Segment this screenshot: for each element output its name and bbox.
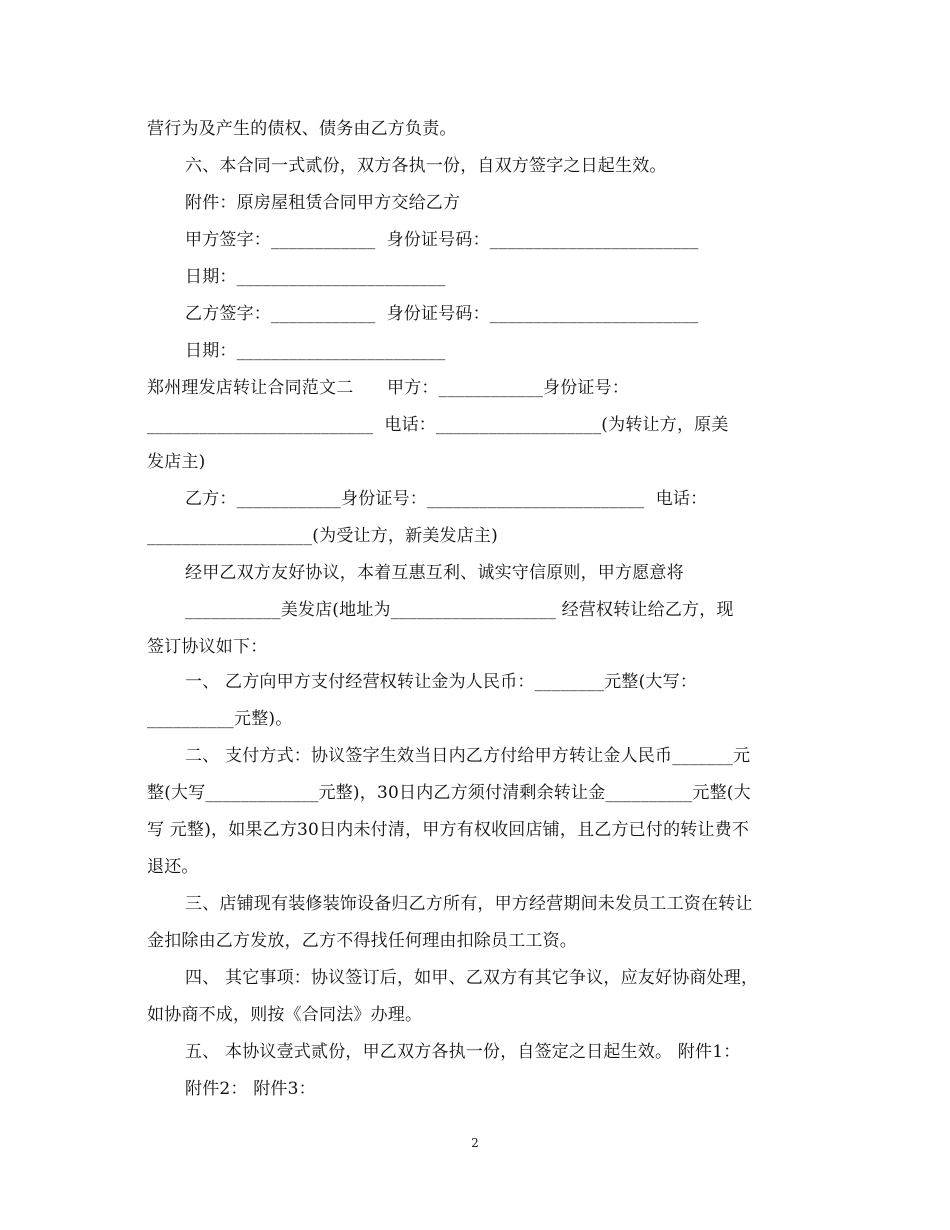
clause-line: 三、店铺现有装修装饰设备归乙方所有，甲方经营期间未发员工工资在转让 (185, 894, 753, 914)
text-line: ___________美发店(地址为___________________ 经营权转让给乙方，现 (185, 600, 734, 620)
date-line: 日期：________________________ (185, 267, 446, 287)
signature-line-party-b: 乙方签字：____________ 身份证号码：________________________ (185, 304, 699, 324)
text-line: 写 元整)，如果乙方30日内未付清，甲方有权收回店铺，且乙方已付的转让费不 (147, 820, 750, 840)
clause-line: 四、 其它事项：协议签订后，如甲、乙双方有其它争议，应友好协商处理， (185, 968, 759, 988)
signature-line-party-a: 甲方签字：____________ 身份证号码：________________________ (185, 230, 699, 250)
text-line: ___________________(为受让方，新美发店主) (147, 526, 498, 546)
text-line: 乙方：____________身份证号：_________________________ 电话： (185, 489, 708, 509)
text-line: 退还。 (147, 857, 199, 877)
text-line: 附件2： 附件3： (185, 1079, 316, 1099)
date-line: 日期：________________________ (185, 341, 446, 361)
text-line: 签订协议如下： (147, 637, 268, 657)
text-line: __________________________ 电话：___________________(为转让方，原美 (147, 415, 729, 435)
text-line: 六、本合同一式贰份，双方各执一份，自双方签字之日起生效。 (185, 156, 667, 176)
section-title-line: 郑州理发店转让合同范文二 甲方：____________身份证号： (147, 378, 630, 398)
clause-line: 二、 支付方式：协议签字生效当日内乙方付给甲方转让金人民币_______元 (185, 746, 751, 766)
text-line: __________元整)。 (147, 709, 293, 729)
text-line: 金扣除由乙方发放，乙方不得找任何理由扣除员工工资。 (147, 931, 577, 951)
page-number: 2 (471, 1136, 479, 1150)
text-line: 经甲乙双方友好协议，本着互惠互利、诚实守信原则，甲方愿意将 (185, 563, 684, 583)
text-line: 营行为及产生的债权、债务由乙方负责。 (147, 119, 457, 139)
clause-line: 五、 本协议壹式贰份，甲乙双方各执一份，自签定之日起生效。 附件1： (185, 1042, 741, 1062)
text-line: 整(大写_____________元整)，30日内乙方须付清剩余转让金__________元整(大 (147, 783, 751, 803)
text-line: 如协商不成，则按《合同法》办理。 (147, 1005, 423, 1025)
text-line: 发店主) (147, 452, 206, 472)
text-line: 附件：原房屋租赁合同甲方交给乙方 (185, 193, 461, 213)
clause-line: 一、 乙方向甲方支付经营权转让金为人民币：________元整(大写： (185, 672, 698, 692)
